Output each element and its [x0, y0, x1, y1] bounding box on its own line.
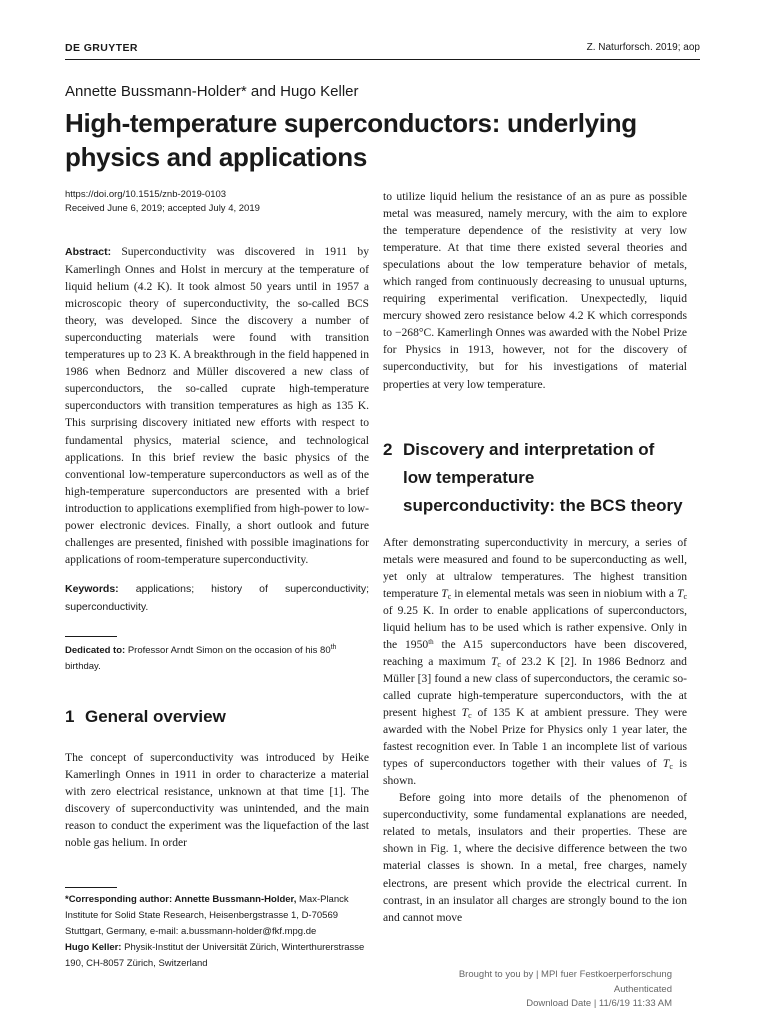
section-1-title: General overview [85, 706, 226, 726]
keywords-text: applications; history of superconductivity; superconductivity. [65, 582, 369, 613]
tc-symbol: T [441, 586, 448, 600]
keywords-label: Keywords: [65, 582, 119, 595]
header-rule [65, 59, 700, 60]
section-1-paragraph: The concept of superconductivity was introduced by Heike Kamerlingh Onnes in 1911 in order to characterize a material with zero electrical resistance, unknown at that time [1]. The discovery of superconductivity was unintended, and the main reason to conduct the experiment was the liquefaction of the last noble gas helium. In order [65, 750, 369, 850]
journal-citation: Z. Naturforsch. 2019; aop [586, 42, 700, 53]
author-list: Annette Bussmann-Holder* and Hugo Keller [65, 83, 359, 100]
tc-symbol: T [461, 706, 469, 720]
dedication-label: Dedicated to: [65, 644, 126, 656]
footnote-rule [65, 887, 117, 888]
corresponding-author-note [65, 892, 369, 940]
text-run: the A15 superconductors have been discovered, reaching a maximum [383, 637, 687, 668]
tc-symbol: T [490, 654, 498, 668]
text-run: in elemental metals was seen in niobium with a [451, 586, 677, 600]
text-run: of 135 K at ambient pressure. They were awarded with the Nobel Prize for Physics only 1 year later, the fastest recognition ever. In Table 1 an incomplete list of various types of superconductors together with their values of [383, 706, 687, 771]
coauthor-text: Physik-Institut der Universität Zürich, Winterthurerstrasse 190, CH-8057 Zürich, Switzerland [65, 942, 365, 970]
left-column [65, 188, 369, 972]
dedication-rule [65, 636, 117, 637]
tc-subscript: c [468, 711, 472, 721]
abstract-text: Superconductivity was discovered in 1911 by Kamerlingh Onnes and Holst in mercury at the temperature of liquid helium (4.2 K). It took almost 50 years until in 1957 a microscopic theory of superconductivity, the so-called BCS theory, was developed. Since the discovery a number of superconducting materials were found with transition temperatures up to 23 K. A breakthrough in the field happened in 1986 when Bednorz and Müller discovered a new class of superconductors, the so-called cuprate high-temperature superconductors with transition temperatures as high as 135 K. This surprising discovery initiated new efforts with respect to fundamental physics, material science, and technological applications. In this brief review the basic physics of the conventional low-temperature superconductors as well as of the high-temperature superconductors are presented with a brief introduction to applications exemplified from high-power to low-power electronic devices. Finally, a short outlook and future challenges are presented, finished with possible imaginations for applications of room-temperature superconductivity. [65, 245, 369, 566]
download-date: Download Date | 11/6/19 11:33 AM [526, 998, 672, 1009]
section-2-number: 2 [383, 439, 393, 459]
publisher-logo: DE GRUYTER [65, 42, 138, 54]
dedication-text: Professor Arndt Simon on the occasion of his 80 [127, 644, 331, 656]
right-column [383, 188, 687, 926]
section-2-paragraph-1 [383, 534, 687, 790]
section-2-paragraph-2: Before going into more details of the phenomenon of superconductivity, some fundamental explanations are needed, related to metals, insulators and their properties. These are shown in Fig. 1, where the decisive difference between the two material classes is shown. In a metal, free charges, namely electrons, are present which provide the electrical current. In contrast, in an insulator all charges are strongly bound to the ion and cannot move [383, 791, 687, 924]
text-run: of 9.25 K. In order to enable applications of superconductors, liquid helium has to be used which is rather expensive. Only in the 1950 [383, 603, 687, 651]
abstract [65, 243, 369, 568]
corresponding-author-text: Max-Planck Institute for Solid State Research, Heisenbergstrasse 1, D-70569 Stuttgart, Germany, e-mail: a.bussmann-holder@fkf.mpg.de [65, 894, 349, 938]
text-run: of 23.2 K [2]. In 1986 Bednorz and Müller [3] found a new class of superconductors, the ceramic so-called cuprate high-temperature superconductors, with the at present highest [383, 654, 687, 720]
ordinal-sup: th [428, 637, 434, 646]
continued-paragraph: to utilize liquid helium the resistance of an as pure as possible metal was measured, namely mercury, with the aim to explore the temperature dependence of the resistivity at very low temperature. At that time there existed several theories and speculations about the low temperature behavior of metals, which ranged from continuously decreasing to unusual upturns, requiring experimental verification. Unexpectedly, liquid mercury showed zero resistance below 4.2 K which corresponds to −268°C. Kamerlingh Onnes was awarded with the Nobel Prize for Physics in 1913, however, not for the discovery of superconductivity, but for his investigations of material properties at very low temperature. [383, 190, 687, 391]
download-provider: Brought to you by | MPI fuer Festkoerperforschung [458, 969, 672, 980]
corresponding-author-label: *Corresponding author: Annette Bussmann-Holder, [65, 894, 297, 906]
tc-subscript: c [497, 659, 501, 669]
tc-subscript: c [447, 591, 452, 601]
tc-subscript: c [683, 591, 687, 601]
dedication-text-end: birthday. [65, 660, 101, 672]
doi-link[interactable]: https://doi.org/10.1515/znb-2019-0103 [65, 189, 227, 200]
article-title: High-temperature superconductors: underlying physics and applications [65, 108, 637, 172]
keywords [65, 580, 369, 616]
section-2-heading [383, 436, 687, 520]
download-stamp [372, 968, 672, 1012]
coauthor-note [65, 940, 369, 972]
text-run: After demonstrating superconductivity in mercury, a series of metals were measured and found to be superconducting as well, yet only at ultralow temperatures. The highest transition temperature [383, 535, 687, 600]
section-2-title: Discovery and interpretation of low temperature superconductivity: the BCS theory [403, 439, 683, 515]
dedication-sup: th [330, 643, 337, 651]
text-run: is shown. [383, 757, 687, 788]
received-dates: Received June 6, 2019; accepted July 4, 2019 [65, 203, 260, 214]
tc-subscript: c [669, 762, 673, 772]
coauthor-label: Hugo Keller: [65, 942, 122, 954]
section-1-heading [65, 703, 369, 731]
dedication [65, 643, 369, 675]
abstract-label: Abstract: [65, 246, 112, 258]
download-auth: Authenticated [613, 983, 672, 995]
section-1-number: 1 [65, 706, 75, 726]
tc-symbol: T [676, 586, 684, 600]
tc-symbol: T [662, 757, 670, 771]
